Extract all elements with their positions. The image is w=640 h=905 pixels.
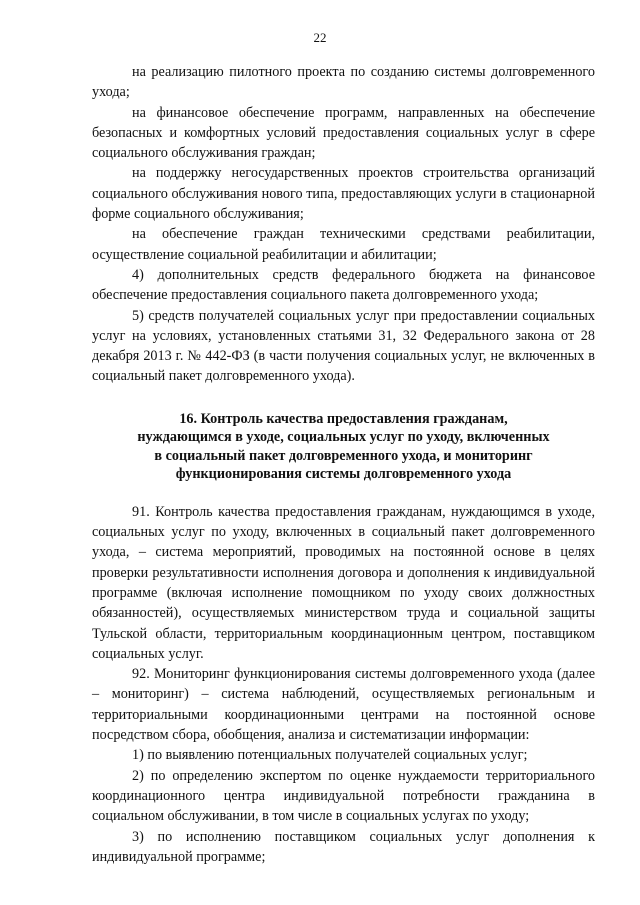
paragraph: 1) по выявлению потенциальных получателей социальных услуг;: [132, 747, 528, 764]
document-body: [92, 62, 595, 867]
paragraph: на поддержку негосударственных проектов строительства организаций социального обслуживания нового типа, предоставляющих услуги в стационарной форме социального обслуживания;: [92, 165, 595, 223]
paragraph: 91. Контроль качества предоставления гражданам, нуждающимся в уходе, социальных услуг по уходу, включенных в социальный пакет долговременного ухода, – система мероприятий, проводимых на постоянной основе в целях проверки результативности исполнения договора и дополнения к индивидуальной программе (включая исполнение помощником по уходу своих должностных обязанностей), осуществляемых министерством труда и социальной защиты Тульской области, территориальным координационным центром, поставщиком социальных услуг.: [92, 503, 595, 662]
paragraph: 5) средств получателей социальных услуг при предоставлении социальных услуг на условиях, установленных статьями 31, 32 Федерального закона от 28 декабря 2013 г. № 442-ФЗ (в части получения социальных услуг, не включенных в социальный пакет долговременного ухода).: [92, 307, 595, 385]
paragraph: на финансовое обеспечение программ, направленных на обеспечение безопасных и комфортных условий предоставления социальных услуг в сфере социального обслуживания граждан;: [92, 104, 595, 162]
paragraph: 3) по исполнению поставщиком социальных услуг дополнения к индивидуальной программе;: [92, 828, 595, 865]
paragraph: 92. Мониторинг функционирования системы долговременного ухода (далее – мониторинг) – система наблюдений, осуществляемых региональным и территориальными координационными центрами на постоянной основе посредством сбора, обобщения, анализа и систематизации информации:: [92, 666, 595, 744]
page-number: 22: [313, 30, 327, 45]
paragraph: 2) по определению экспертом по оценке нуждаемости территориального координационного центра индивидуальной потребности гражданина в социальном обслуживании, в том числе в социальных услугах по уходу;: [92, 767, 595, 825]
section-title: 16. Контроль качества предоставления гражданам, нуждающимся в уходе, социальных услуг по уходу, включенных в социальный пакет долговременного ухода, и мониторинг функционирования системы долговременного ухода: [137, 410, 550, 483]
paragraph: 4) дополнительных средств федерального бюджета на финансовое обеспечение предоставления социального пакета долговременного ухода;: [92, 266, 595, 304]
paragraph: на обеспечение граждан техническими средствами реабилитации, осуществление социальной реабилитации и абилитации;: [92, 226, 595, 263]
paragraph: на реализацию пилотного проекта по созданию системы долговременного ухода;: [92, 64, 595, 101]
